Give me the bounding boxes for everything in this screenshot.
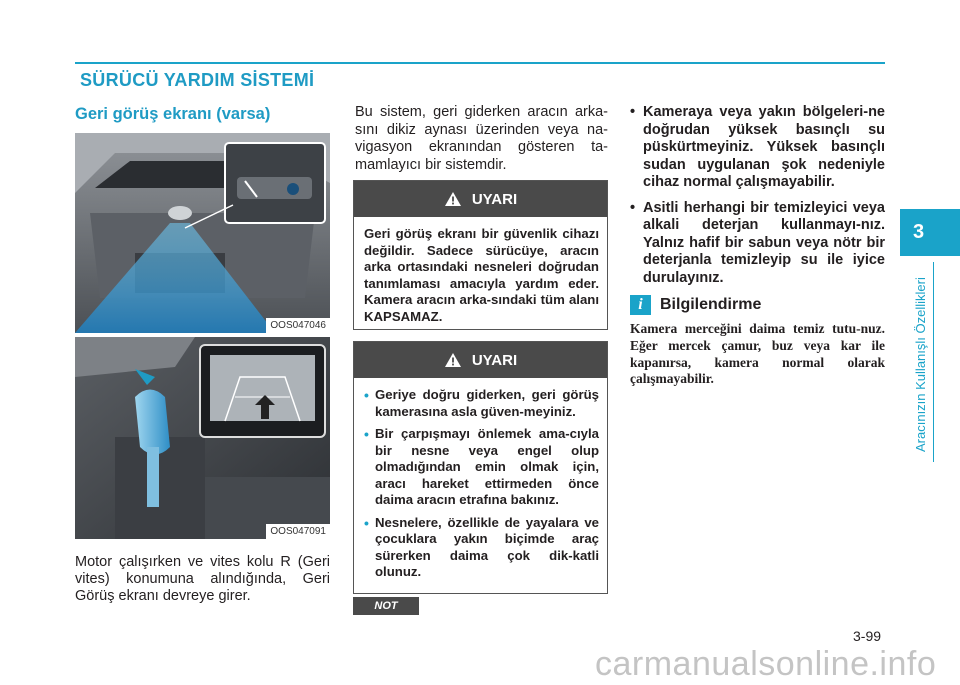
warning-item: • Bir çarpışmayı önlemek ama-cıyla bir nesne veya engel olup olmadığından emin olmak için, aracı hareket ettirmeden önce daima aracın etrafına bakınız. <box>364 426 599 509</box>
rear-camera-photo <box>75 133 330 333</box>
info-title: Bilgilendirme <box>660 296 762 313</box>
info-heading <box>630 295 761 315</box>
rear-camera-illustration <box>75 133 330 333</box>
warning-box-2 <box>353 341 608 594</box>
warning-box-1 <box>353 180 608 330</box>
gear-shift-illustration <box>75 337 330 539</box>
system-intro-text: Bu sistem, geri giderken aracın arka-sını dikiz aynası üzerinden veya na-vigasyon ekranından gösteren ta-mamlayıcı bir sistemdir. <box>355 104 608 173</box>
warning-label-1: UYARI <box>471 190 518 208</box>
notice-item: • Kameraya veya yakın bölgeleri-ne doğrudan yüksek basınçlı su püskürtmeyiniz. Yüksek basınçlı sudan uygulanan şok nedeniyle cihaz normal çalışmayabilir. <box>630 104 885 192</box>
info-text: Kamera merceğini daima temiz tutu-nuz. Eğer mercek çamur, buz veya kar ile kapanırsa, kamera normal olarak çalışmayabilir. <box>630 321 885 387</box>
watermark: carmanualsonline.info <box>595 645 937 683</box>
warning-triangle-icon <box>444 191 462 207</box>
chapter-tab <box>900 209 960 256</box>
info-icon: i <box>630 295 651 315</box>
notice-list <box>630 104 885 287</box>
chapter-title-vertical <box>913 262 933 462</box>
warning-item: • Geriye doğru giderken, geri görüş kamerasına asla güven-meyiniz. <box>364 387 599 420</box>
warning-text-1: Geri görüş ekranı bir güvenlik cihazı değildir. Sadece sürücüye, aracın arka ortasındaki nesneleri doğrudan tanımlaması amacıyla yardım eder. Kamera aracın arka-sındaki tüm alanı KAPSAMAZ. <box>364 226 599 324</box>
rear-view-title: Geri görüş ekranı (varsa) <box>75 105 271 123</box>
warning-label-2: UYARI <box>471 351 518 369</box>
warning-item: • Nesnelere, özellikle de yayalara ve çocuklara yakın biçimde araç sürerken daima çok dik-katli olunuz. <box>364 515 599 581</box>
warning-body-2 <box>354 378 607 595</box>
warning-header-1 <box>354 181 607 217</box>
section-title: SÜRÜCÜ YARDIM SİSTEMİ <box>80 70 315 90</box>
warning-triangle-icon <box>444 352 462 368</box>
gear-shift-photo <box>75 337 330 539</box>
photo2-caption: OOS047091 <box>266 524 330 539</box>
rear-view-activation-text: Motor çalışırken ve vites kolu R (Geri vites) konumuna alındığında, Geri Görüş ekranı devreye girer. <box>75 554 330 604</box>
chapter-number: 3 <box>913 221 925 243</box>
chapter-title: Aracınızın Kullanışlı Özellikleri <box>913 277 928 452</box>
page-number: 3-99 <box>853 628 882 644</box>
not-tag: NOT <box>353 597 419 615</box>
notice-list-column <box>630 104 885 295</box>
chapter-divider <box>933 262 934 462</box>
warning-header-2 <box>354 342 607 378</box>
top-rule <box>75 62 885 64</box>
photo1-caption: OOS047046 <box>266 318 330 333</box>
notice-item: • Asitli herhangi bir temizleyici veya alkali deterjan kullanmayı-nız. Yalnız hafif bir sabun veya nötr bir deterjanla temizleyip su ile iyice durulayınız. <box>630 200 885 288</box>
warning-list-2 <box>364 387 599 581</box>
